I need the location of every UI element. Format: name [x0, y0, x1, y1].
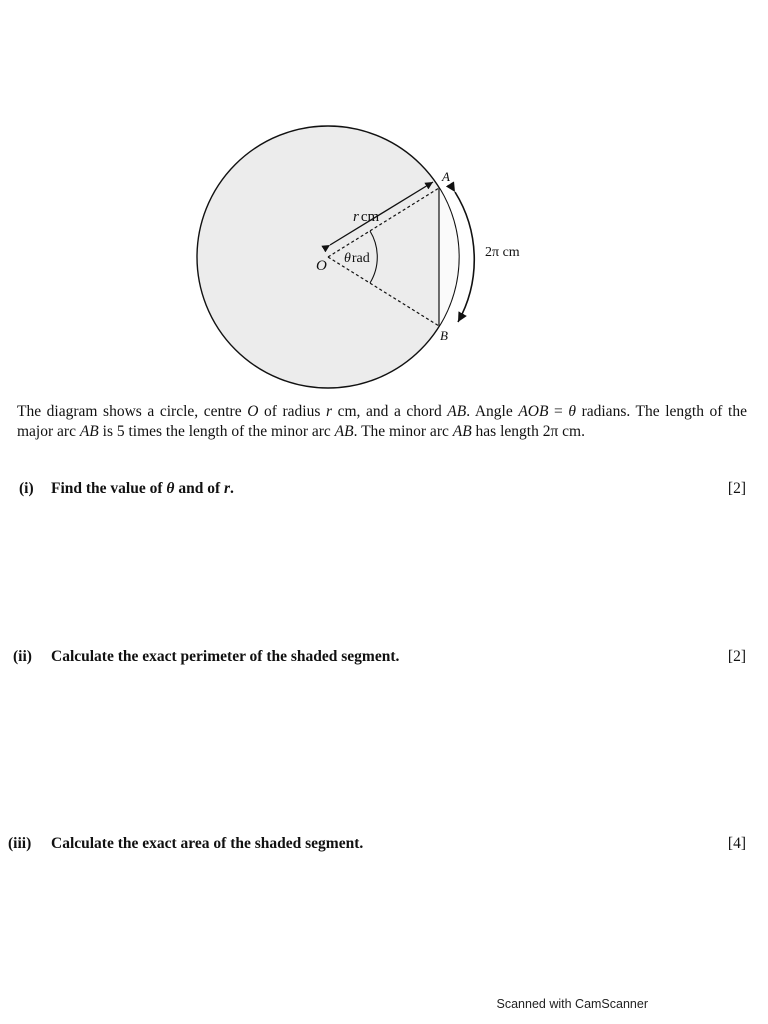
question-part-iii: [0, 835, 768, 859]
question-number: (iii): [8, 835, 32, 852]
label-rad: rad: [351, 251, 370, 266]
svg-text:rcm: [353, 209, 380, 225]
label-cm: cm: [360, 209, 380, 225]
shaded-segment: [439, 188, 459, 326]
marks-badge: [4]: [727, 835, 746, 852]
label-point-a: A: [442, 169, 450, 184]
label-point-o: O: [316, 258, 327, 274]
label-r: r: [353, 209, 359, 225]
question-number: (i): [19, 480, 34, 497]
label-arc-length: 2π cm: [485, 245, 520, 260]
question-text: Calculate the exact area of the shaded segment.: [51, 835, 364, 852]
label-point-b: B: [440, 328, 448, 343]
question-part-i: [0, 480, 768, 504]
marks-badge: [2]: [727, 648, 746, 665]
question-number: (ii): [13, 648, 32, 665]
question-stem: The diagram shows a circle, centre O of radius r cm, and a chord AB. Angle AOB = θ radians. The length of the major arc AB is 5 times the length of the minor arc AB. The minor arc AB has length 2π cm.: [17, 403, 747, 440]
marks-badge: [2]: [727, 480, 746, 497]
question-text: Calculate the exact perimeter of the shaded segment.: [51, 648, 400, 665]
question-part-ii: [0, 648, 768, 672]
question-text: Find the value of θ and of r.: [51, 480, 234, 497]
circle-sector-diagram: [0, 0, 768, 400]
scanner-watermark: Scanned with CamScanner: [496, 997, 648, 1011]
svg-text:θrad: [344, 251, 370, 266]
label-theta: θ: [344, 251, 351, 266]
